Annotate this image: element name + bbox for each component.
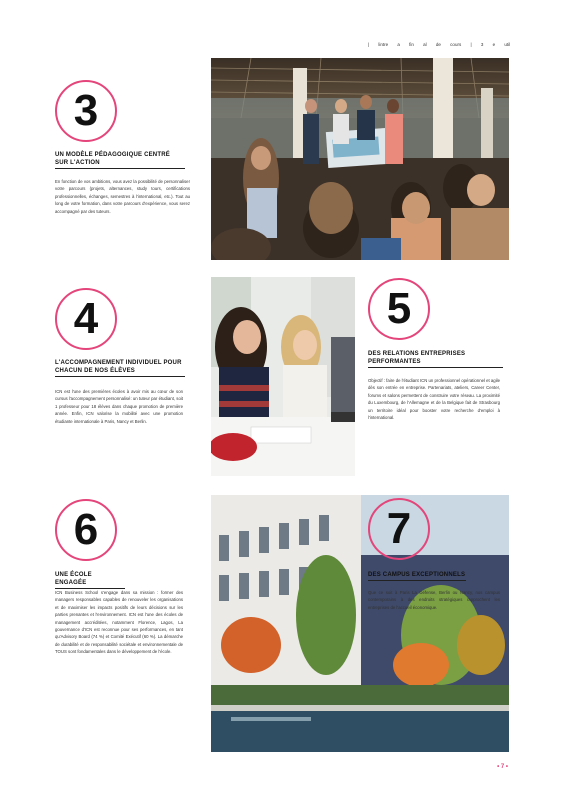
- section-6-title: UNE ÉCOLE ENGAGÉE: [55, 571, 125, 589]
- section-6-body: ICN Business School s'engage dans sa mission : former des managers responsables capables de renouveler les organisations et de maximiser les impacts positifs de leurs décisions sur les parties prenantes et l'environnement. ICN est l'une des écoles de management accréditées, notamment Florence, Lagos, La gouvernance d'ICN est reconnue pour ses performances, en tant qu'Advisory Board (74 %) et Comité Exécutif (60 %). La démarche de durabilité et de responsabilité sociétale et environnementale de TOUS sont fondamentales dans le développement de l'école.: [55, 590, 183, 655]
- photo-campus-building: [211, 495, 509, 752]
- section-3-title: UN MODÈLE PÉDAGOGIQUE CENTRÉ SUR L'ACTION: [55, 151, 185, 169]
- section-7-number: 7: [368, 498, 430, 560]
- section-5-number: 5: [368, 278, 430, 340]
- campus-building-image: [211, 495, 509, 752]
- section-5-title: DES RELATIONS ENTREPRISES PERFORMANTES: [368, 350, 503, 368]
- header-topline: | lintre a fin al de cours | 3 e util: [368, 42, 511, 47]
- section-4-body: ICN est l'une des premières écoles à avoir mis au cœur de son cursus l'accompagnement personnalisé: un tuteur par étudiant, soit 1 professeur pour 18 élèves dans chaque promotion de première année. Enfin, ICN valorise la mobilité avec une promotion étudiante internationale à Paris, Nancy et Berlin.: [55, 389, 183, 424]
- section-6-number: 6: [55, 499, 117, 561]
- section-4-title: L'ACCOMPAGNEMENT INDIVIDUEL POUR CHACUN DE NOS ÉLÈVES: [55, 359, 185, 377]
- section-4-number: 4: [55, 288, 117, 350]
- section-3-body: En fonction de vos ambitions, vous avez la possibilité de personnaliser votre parcours (projets, alternances, study tours, certifications professionnelles, échanges, semestres à l'international, etc.). Tout au long de votre formation, dans votre parcours d'expérience, vous serez accompagné par des tuteurs.: [55, 179, 190, 214]
- section-3-number: 3: [55, 80, 117, 142]
- section-5-body: Objectif : faire de l'étudiant ICN un professionnel opérationnel et agile dès son entrée en entreprise. Partenariats, ateliers, Career Center, forums et salons permettent de construire votre réseau. La proximité du Luxembourg, de l'Allemagne et de la Belgique fait de Strasbourg un territoire idéal pour booster votre recherche d'emploi à l'international.: [368, 378, 500, 421]
- section-7-body: Que ce soit à Paris La Défense, Berlin ou Nancy, nos campus contemporains à des endroits stratégiques rapprochent les entreprises de l'accueil économique.: [368, 590, 500, 610]
- photo-students-desk: [211, 277, 355, 476]
- photo-students-crowd: [211, 58, 509, 260]
- crowd-image: [211, 58, 509, 260]
- students-desk-image: [211, 277, 355, 476]
- page-number: • 7 •: [497, 764, 508, 770]
- section-7-title: DES CAMPUS EXCEPTIONNELS: [368, 571, 466, 581]
